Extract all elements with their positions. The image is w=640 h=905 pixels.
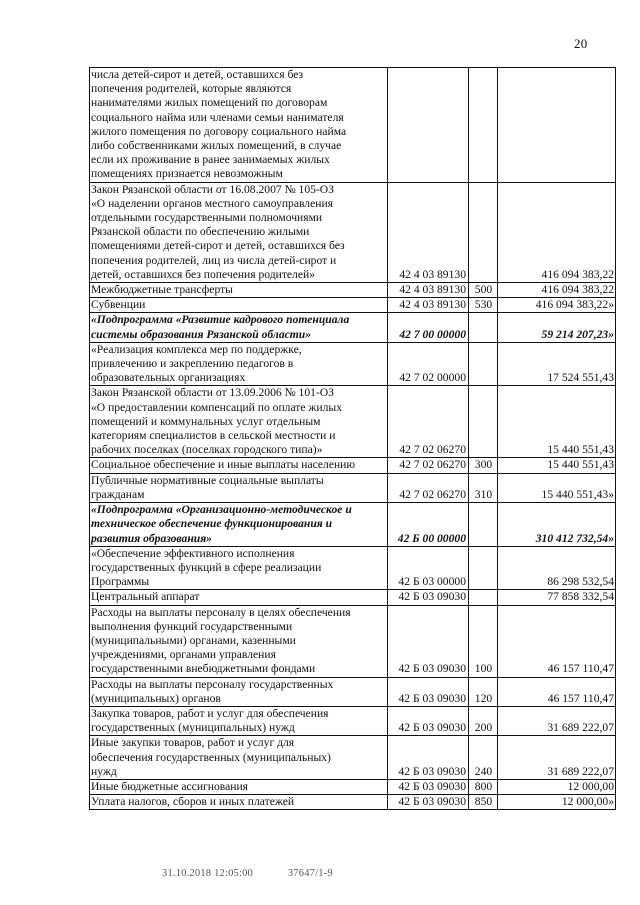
row-name-cell: Центральный аппарат	[90, 590, 388, 605]
table-row	[90, 779, 616, 794]
row-amount-cell: 86 298 532,54	[498, 546, 616, 590]
row-name-cell: Иные бюджетные ассигнования	[90, 779, 388, 794]
row-expense-type-cell: 530	[469, 298, 498, 313]
row-name-cell: Закупка товаров, работ и услуг для обеспечения государственных (муниципальных) нужд	[90, 706, 388, 735]
row-amount-cell: 15 440 551,43	[498, 458, 616, 473]
row-code-cell: 42 7 02 06270	[388, 386, 469, 458]
row-name-cell: Закон Рязанской области от 13.09.2006 № 101-ОЗ «О предоставлении компенсаций по оплате жилых помещений и коммунальных услуг отдельным категориям специалистов в сельской местности и рабочих поселках (поселках городского типа)»	[90, 386, 388, 458]
row-code-cell: 42 Б 03 00000	[388, 546, 469, 590]
row-expense-type-cell: 300	[469, 458, 498, 473]
table-row	[90, 605, 616, 677]
row-amount-cell: 310 412 732,54»	[498, 503, 616, 547]
row-expense-type-cell	[469, 546, 498, 590]
row-expense-type-cell: 100	[469, 605, 498, 677]
row-name-cell: «Подпрограмма «Развитие кадрового потенциала системы образования Рязанской области»	[90, 313, 388, 342]
table-row	[90, 590, 616, 605]
row-name-cell: Уплата налогов, сборов и иных платежей	[90, 795, 388, 810]
row-expense-type-cell: 120	[469, 677, 498, 706]
row-name-cell: «Подпрограмма «Организационно-методическое и техническое обеспечение функционирования и развития образования»	[90, 503, 388, 547]
table-row	[90, 68, 616, 183]
row-amount-cell	[498, 68, 616, 183]
row-code-cell: 42 Б 03 09030	[388, 795, 469, 810]
table-row	[90, 795, 616, 810]
footer-timestamp: 31.10.2018 12:05:00	[162, 868, 254, 879]
row-amount-cell: 12 000,00	[498, 779, 616, 794]
row-code-cell: 42 Б 00 00000	[388, 503, 469, 547]
row-code-cell: 42 Б 03 09030	[388, 677, 469, 706]
row-code-cell: 42 7 02 06270	[388, 458, 469, 473]
table-row	[90, 386, 616, 458]
row-name-cell: «Реализация комплекса мер по поддержке, привлечению и закреплению педагогов в образовательных организациях	[90, 342, 388, 386]
footer-document-id: 37647/1-9	[287, 868, 333, 879]
row-name-cell: Публичные нормативные социальные выплаты гражданам	[90, 473, 388, 502]
row-code-cell: 42 Б 03 09030	[388, 736, 469, 780]
row-expense-type-cell	[469, 313, 498, 342]
row-name-cell: Социальное обеспечение и иные выплаты населению	[90, 458, 388, 473]
row-name-cell: «Обеспечение эффективного исполнения государственных функций в сфере реализации Программы	[90, 546, 388, 590]
row-expense-type-cell: 310	[469, 473, 498, 502]
row-amount-cell: 46 157 110,47	[498, 677, 616, 706]
row-expense-type-cell	[469, 590, 498, 605]
row-code-cell: 42 Б 03 09030	[388, 779, 469, 794]
row-amount-cell: 416 094 383,22	[498, 182, 616, 282]
row-code-cell: 42 4 03 89130	[388, 298, 469, 313]
row-expense-type-cell: 240	[469, 736, 498, 780]
table-row	[90, 182, 616, 282]
row-amount-cell: 15 440 551,43	[498, 386, 616, 458]
row-amount-cell: 416 094 383,22»	[498, 298, 616, 313]
table-row	[90, 546, 616, 590]
budget-table	[89, 67, 616, 810]
row-amount-cell: 17 524 551,43	[498, 342, 616, 386]
table-row	[90, 736, 616, 780]
row-amount-cell: 15 440 551,43»	[498, 473, 616, 502]
row-code-cell: 42 Б 03 09030	[388, 706, 469, 735]
row-name-cell: Закон Рязанской области от 16.08.2007 № 105-ОЗ «О наделении органов местного самоуправления отдельными государственными полномочиями Рязанской области по обеспечению жилыми помещениями детей-сирот и детей, оставшихся без попечения родителей, лиц из числа детей-сирот и детей, оставшихся без попечения родителей»	[90, 182, 388, 282]
row-amount-cell: 77 858 332,54	[498, 590, 616, 605]
row-amount-cell: 46 157 110,47	[498, 605, 616, 677]
table-row	[90, 283, 616, 298]
row-amount-cell: 31 689 222,07	[498, 736, 616, 780]
table-row	[90, 342, 616, 386]
row-code-cell: 42 7 02 06270	[388, 473, 469, 502]
row-expense-type-cell: 850	[469, 795, 498, 810]
row-code-cell: 42 Б 03 09030	[388, 590, 469, 605]
row-code-cell	[388, 68, 469, 183]
row-code-cell: 42 7 02 00000	[388, 342, 469, 386]
row-code-cell: 42 4 03 89130	[388, 283, 469, 298]
row-expense-type-cell: 500	[469, 283, 498, 298]
row-code-cell: 42 Б 03 09030	[388, 605, 469, 677]
row-expense-type-cell: 200	[469, 706, 498, 735]
page-footer	[162, 868, 333, 879]
table-row	[90, 298, 616, 313]
row-amount-cell: 59 214 207,23»	[498, 313, 616, 342]
row-expense-type-cell	[469, 68, 498, 183]
row-name-cell: Субвенции	[90, 298, 388, 313]
row-amount-cell: 12 000,00»	[498, 795, 616, 810]
row-name-cell: Межбюджетные трансферты	[90, 283, 388, 298]
row-code-cell: 42 7 00 00000	[388, 313, 469, 342]
table-row	[90, 473, 616, 502]
row-expense-type-cell: 800	[469, 779, 498, 794]
row-expense-type-cell	[469, 386, 498, 458]
table-row	[90, 503, 616, 547]
page-number: 20	[574, 36, 588, 51]
table-row	[90, 677, 616, 706]
row-amount-cell: 31 689 222,07	[498, 706, 616, 735]
row-expense-type-cell	[469, 182, 498, 282]
row-name-cell: Расходы на выплаты персоналу государственных (муниципальных) органов	[90, 677, 388, 706]
row-amount-cell: 416 094 383,22	[498, 283, 616, 298]
table-row	[90, 313, 616, 342]
budget-table-body	[90, 68, 616, 810]
row-name-cell: Расходы на выплаты персоналу в целях обеспечения выполнения функций государственными (муниципальными) органами, казенными учреждениями, органами управления государственными внебюджетными фондами	[90, 605, 388, 677]
row-expense-type-cell	[469, 342, 498, 386]
row-code-cell: 42 4 03 89130	[388, 182, 469, 282]
row-expense-type-cell	[469, 503, 498, 547]
row-name-cell: Иные закупки товаров, работ и услуг для обеспечения государственных (муниципальных) нужд	[90, 736, 388, 780]
table-row	[90, 706, 616, 735]
table-row	[90, 458, 616, 473]
row-name-cell: числа детей-сирот и детей, оставшихся без попечения родителей, которые являются нанимателями жилых помещений по договорам социального найма или членами семьи нанимателя жилого помещения по договору социального найма либо собственниками жилых помещений, в случае если их проживание в ранее занимаемых жилых помещениях признается невозможным	[90, 68, 388, 183]
